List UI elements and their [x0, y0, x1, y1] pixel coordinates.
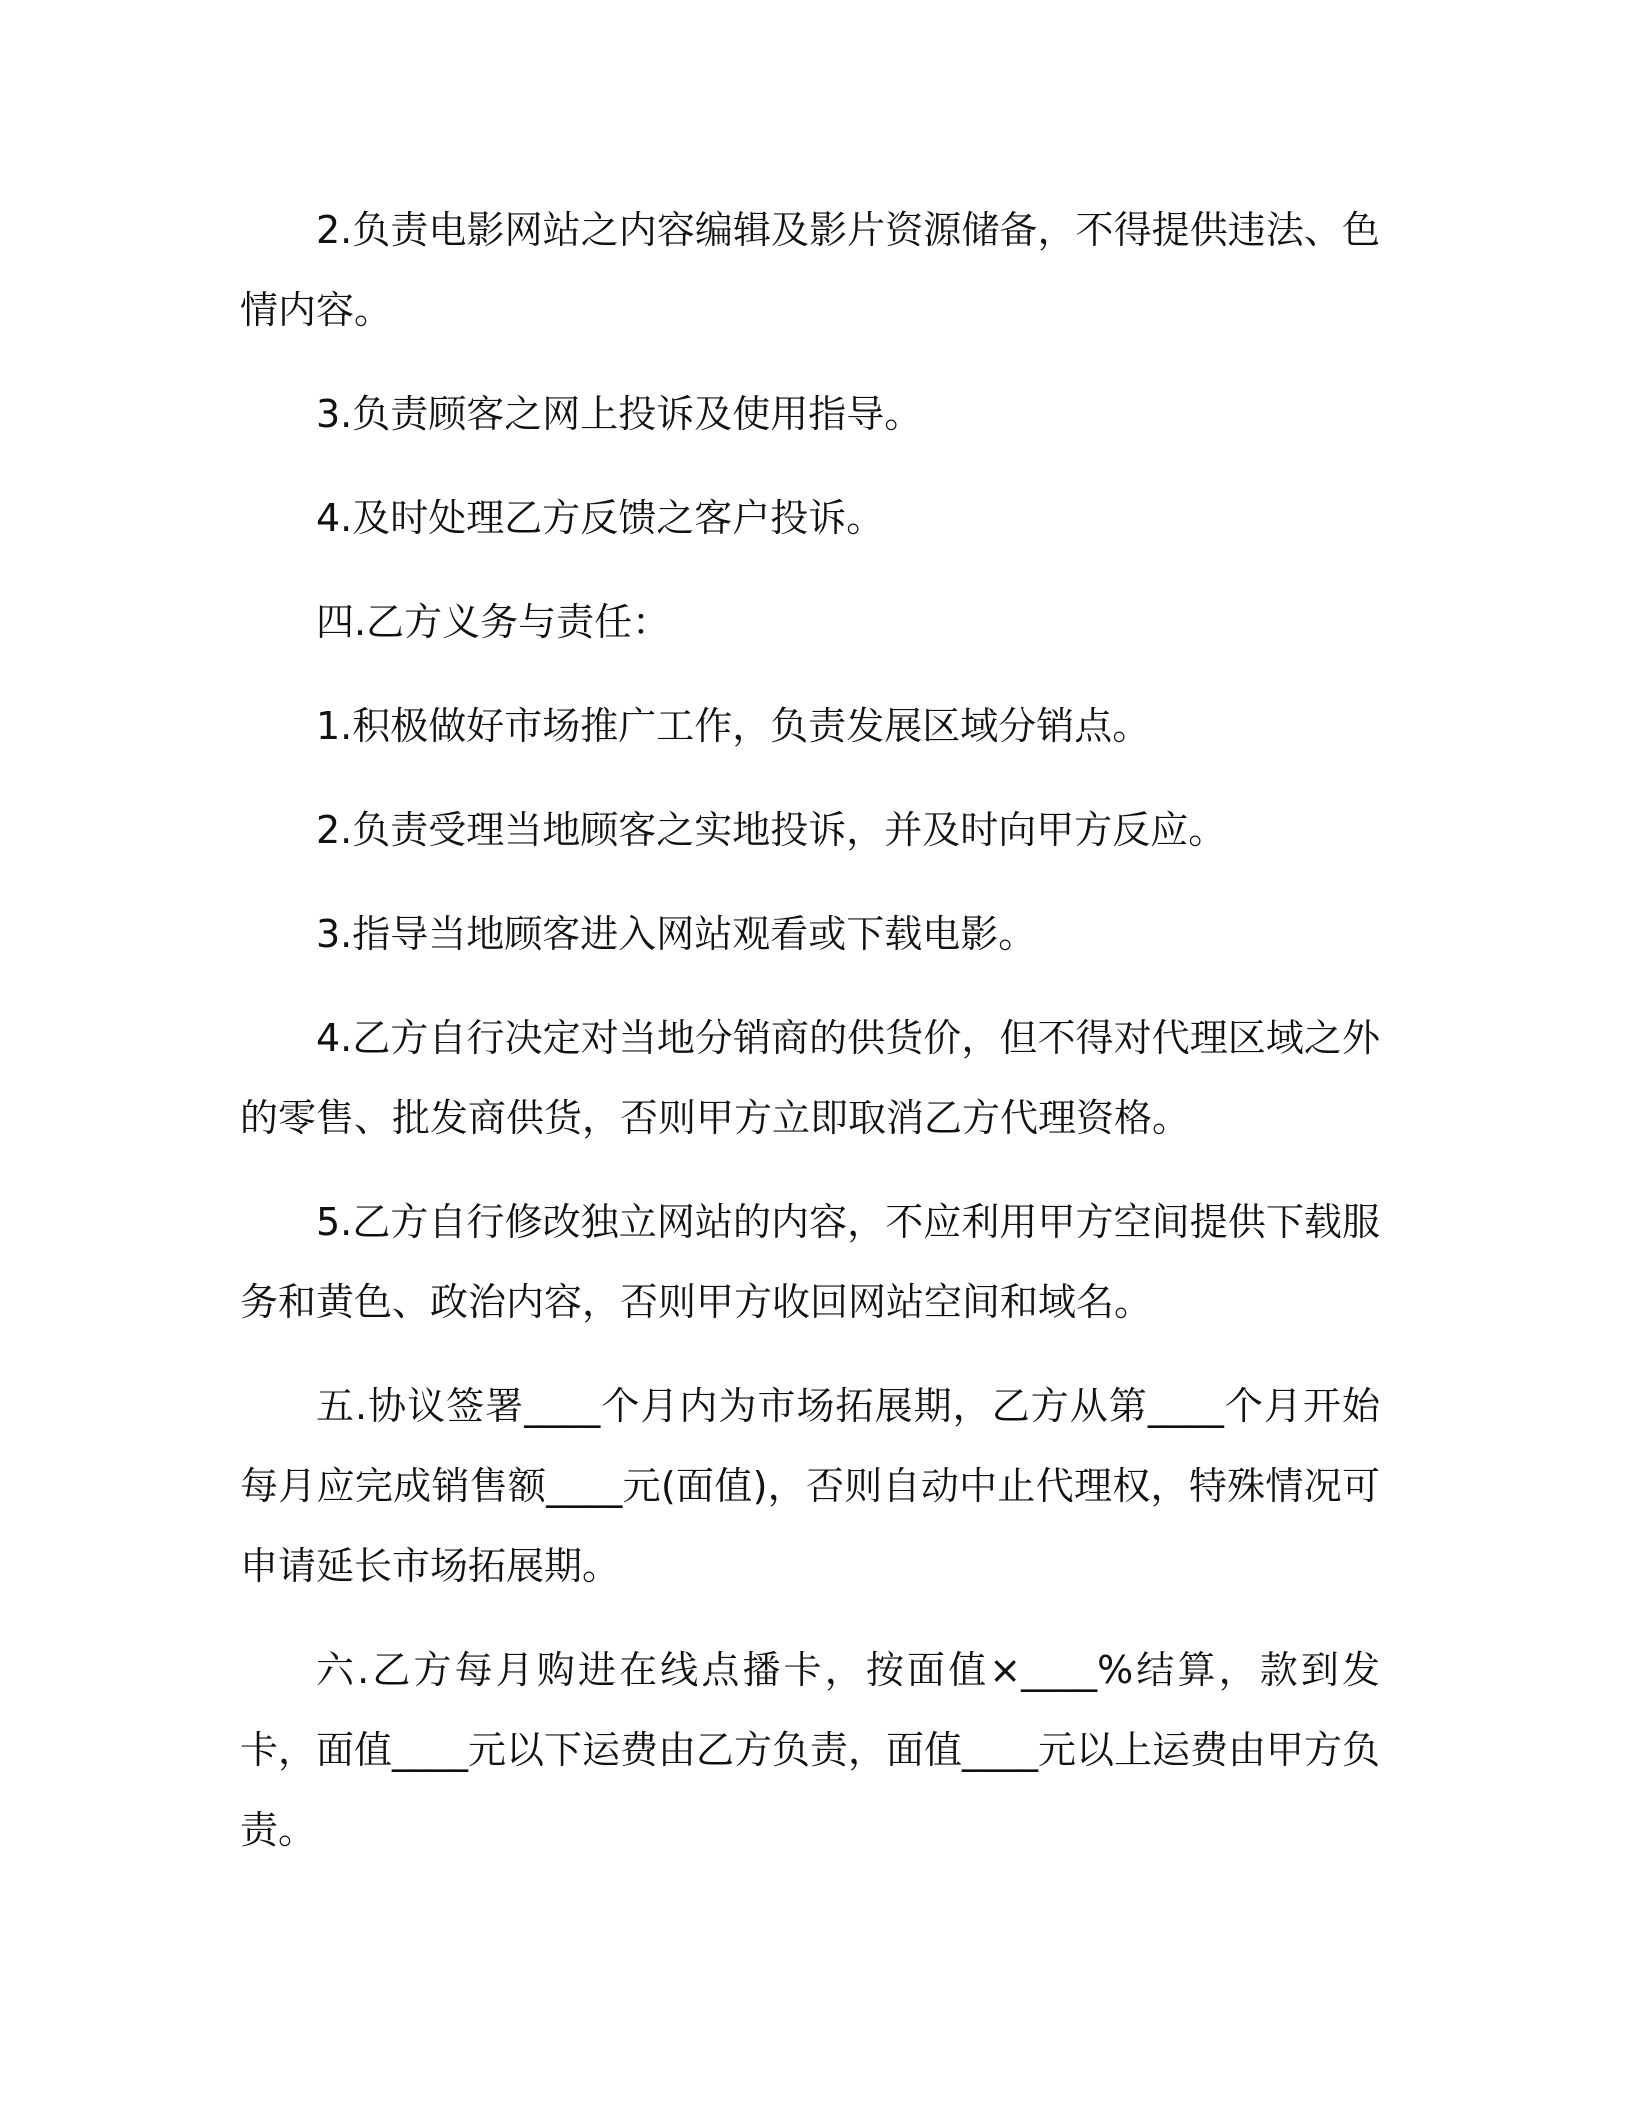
clause-2-content-editing: 2.负责电影网站之内容编辑及影片资源储备，不得提供违法、色情内容。	[240, 208, 1380, 332]
section-5-market-expansion: 五.协议签署____个月内为市场拓展期，乙方从第____个月开始每月应完成销售额____元(面值)，否则自动中止代理权，特殊情况可申请延长市场拓展期。	[240, 1384, 1380, 1588]
clause-4-supply-price: 4.乙方自行决定对当地分销商的供货价，但不得对代理区域之外的零售、批发商供货，否则甲方立即取消乙方代理资格。	[240, 1016, 1380, 1140]
clause-3-online-complaints: 3.负责顾客之网上投诉及使用指导。	[316, 392, 923, 436]
clause-1-marketing: 1.积极做好市场推广工作，负责发展区域分销点。	[316, 704, 1151, 748]
clause-4-handle-feedback: 4.及时处理乙方反馈之客户投诉。	[316, 496, 885, 540]
clause-5-website-content: 5.乙方自行修改独立网站的内容，不应利用甲方空间提供下载服务和黄色、政治内容，否则甲方收回网站空间和域名。	[240, 1200, 1380, 1324]
section-4-heading: 四.乙方义务与责任：	[316, 600, 671, 644]
document-body	[240, 190, 1380, 1870]
clause-3-guide-customers: 3.指导当地顾客进入网站观看或下载电影。	[316, 912, 1037, 956]
clause-2-local-complaints: 2.负责受理当地顾客之实地投诉，并及时向甲方反应。	[316, 808, 1227, 852]
section-6-card-settlement: 六.乙方每月购进在线点播卡，按面值×____%结算，款到发卡，面值____元以下运费由乙方负责，面值____元以上运费由甲方负责。	[240, 1648, 1381, 1852]
